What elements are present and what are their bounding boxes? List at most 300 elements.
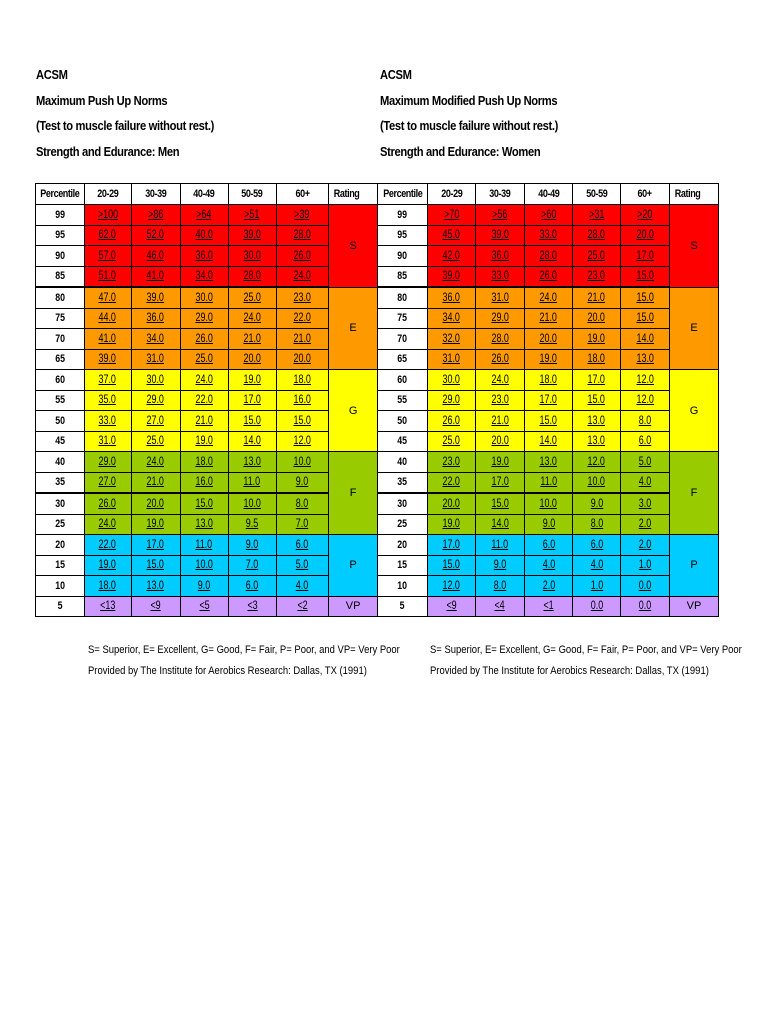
men-norm-value: 18.0 <box>293 373 311 386</box>
women-norm-value-cell <box>621 431 670 452</box>
women-rating-cell: VP <box>670 596 719 617</box>
women-norm-value: 1.0 <box>590 579 603 592</box>
men-percentile-value: 95 <box>54 229 65 242</box>
women-norm-value-cell <box>428 472 476 493</box>
women-table-row <box>378 266 719 287</box>
men-column-header-label: 20-29 <box>97 188 119 200</box>
men-norm-value-cell <box>131 308 180 329</box>
women-rating-cell: E <box>670 287 719 370</box>
men-percentile-value: 90 <box>54 249 65 262</box>
men-percentile-value: 5 <box>57 600 63 613</box>
women-percentile-value: 65 <box>397 353 408 366</box>
men-header <box>36 62 214 164</box>
men-norm-value-cell <box>276 349 328 370</box>
men-table-row <box>36 535 379 556</box>
women-rating-cell: G <box>670 370 719 452</box>
men-percentile-cell <box>36 535 85 556</box>
men-column-header-label: 60+ <box>295 188 310 200</box>
men-norm-value: <2 <box>296 600 308 613</box>
men-norm-value-cell <box>84 308 131 329</box>
men-norm-value: 22.0 <box>98 538 117 551</box>
women-norm-value: 26.0 <box>491 353 509 366</box>
men-norm-value: 26.0 <box>195 332 213 345</box>
men-table-header-row <box>36 184 379 205</box>
men-rating-cell: E <box>328 287 378 370</box>
women-norm-value-cell <box>428 266 476 287</box>
men-norm-value: 18.0 <box>98 579 117 592</box>
women-percentile-cell <box>378 349 428 370</box>
women-column-header <box>378 184 428 205</box>
women-norm-value: 45.0 <box>442 229 461 242</box>
men-norm-value: 46.0 <box>146 249 165 262</box>
men-norm-value-cell <box>131 370 180 391</box>
women-norm-value-cell <box>621 246 670 267</box>
men-norm-value-cell <box>84 431 131 452</box>
women-norm-value-cell <box>476 535 525 556</box>
men-norm-value: 26.0 <box>293 249 311 262</box>
women-norm-value: 20.0 <box>539 332 558 345</box>
men-norm-value: 4.0 <box>295 579 309 592</box>
women-norm-value-cell <box>525 390 573 411</box>
women-percentile-value: 80 <box>397 291 408 304</box>
men-table-row <box>36 225 379 246</box>
men-norm-value: 36.0 <box>195 249 213 262</box>
men-table-row <box>36 246 379 267</box>
women-norm-value: 12.0 <box>636 373 654 386</box>
men-norm-value-cell <box>180 329 228 350</box>
women-norm-value-cell <box>573 205 621 226</box>
women-norm-value: 36.0 <box>442 291 461 304</box>
women-percentile-cell <box>378 246 428 267</box>
women-norm-value: 17.0 <box>539 394 558 407</box>
men-norm-value-cell <box>180 555 228 576</box>
women-norm-value-cell <box>573 431 621 452</box>
women-norm-value: 19.0 <box>442 518 461 531</box>
men-rating-cell: G <box>328 370 378 452</box>
women-norm-value-cell <box>573 390 621 411</box>
men-norm-value-cell <box>228 225 276 246</box>
men-norm-value: >100 <box>97 208 118 221</box>
men-norm-value: >86 <box>147 208 164 221</box>
men-norm-value-cell <box>180 576 228 597</box>
women-norm-value: 17.0 <box>442 538 461 551</box>
women-norm-value-cell <box>621 472 670 493</box>
men-norm-value: 19.0 <box>195 435 213 448</box>
men-norm-value-cell <box>180 349 228 370</box>
women-norm-value: 26.0 <box>442 414 461 427</box>
women-norm-value-cell <box>573 266 621 287</box>
men-table-row <box>36 576 379 597</box>
men-norm-value-cell <box>228 452 276 473</box>
women-percentile-cell <box>378 493 428 514</box>
women-percentile-value: 5 <box>400 600 405 613</box>
men-norm-value: 18.0 <box>195 455 213 468</box>
women-norm-value: 15.0 <box>636 312 654 325</box>
men-percentile-cell <box>36 246 85 267</box>
women-table-row <box>378 390 719 411</box>
men-percentile-cell <box>36 472 85 493</box>
men-norm-value: 20.0 <box>243 353 261 366</box>
men-norm-value-cell <box>276 431 328 452</box>
men-norm-value-cell <box>228 535 276 556</box>
men-norm-value-cell <box>84 246 131 267</box>
women-norm-value: 9.0 <box>493 559 507 572</box>
women-norm-value-cell <box>573 596 621 617</box>
women-percentile-value: 45 <box>397 435 408 448</box>
women-norm-value-cell <box>525 514 573 535</box>
women-norm-value: 28.0 <box>539 249 558 262</box>
men-norms-table <box>35 183 379 617</box>
men-norm-value-cell <box>276 576 328 597</box>
women-norm-value: 18.0 <box>539 373 558 386</box>
women-column-header <box>525 184 573 205</box>
women-norm-value: >20 <box>637 208 653 221</box>
men-norm-value: 41.0 <box>146 270 165 283</box>
women-norm-value: 29.0 <box>491 312 509 325</box>
women-norm-value: 12.0 <box>587 455 606 468</box>
women-norm-value: 15.0 <box>636 270 654 283</box>
men-header-org: ACSM <box>36 67 68 82</box>
women-percentile-cell <box>378 329 428 350</box>
men-percentile-cell <box>36 205 85 226</box>
men-norm-value: 15.0 <box>293 414 311 427</box>
women-norm-value-cell <box>621 266 670 287</box>
women-norm-value-cell <box>476 472 525 493</box>
women-norm-value-cell <box>428 225 476 246</box>
men-percentile-cell <box>36 576 85 597</box>
women-norm-value: 20.0 <box>636 229 654 242</box>
men-header-category: Strength and Edurance: Men <box>36 143 180 159</box>
women-norm-value-cell <box>621 576 670 597</box>
women-norm-value: 23.0 <box>587 270 606 283</box>
men-norm-value: 27.0 <box>98 476 117 489</box>
men-norm-value: 30.0 <box>195 291 213 304</box>
women-norm-value-cell <box>476 514 525 535</box>
men-norm-value: 41.0 <box>98 332 117 345</box>
women-norm-value: 14.0 <box>539 435 558 448</box>
women-header-title: Maximum Modified Push Up Norms <box>380 92 558 108</box>
women-norm-value-cell <box>621 370 670 391</box>
men-norm-value-cell <box>276 308 328 329</box>
men-percentile-value: 75 <box>54 312 65 325</box>
men-norm-value: <5 <box>198 600 210 613</box>
men-norm-value-cell <box>131 576 180 597</box>
women-percentile-value: 25 <box>397 518 408 531</box>
men-table-row <box>36 205 379 226</box>
men-norm-value-cell <box>84 390 131 411</box>
women-column-header-label: Rating <box>674 188 701 200</box>
women-norm-value: 23.0 <box>491 394 509 407</box>
women-percentile-value: 15 <box>397 559 408 572</box>
women-percentile-value: 50 <box>397 414 408 427</box>
women-norms-table <box>377 183 719 617</box>
men-source-note: Provided by The Institute for Aerobics Research: Dallas, TX (1991) <box>88 665 367 677</box>
men-norm-value: 20.0 <box>293 353 311 366</box>
men-norm-value-cell <box>276 390 328 411</box>
women-header-category: Strength and Edurance: Women <box>380 143 541 159</box>
women-norm-value: 15.0 <box>539 414 558 427</box>
men-norm-value-cell <box>180 390 228 411</box>
men-norm-value-cell <box>228 431 276 452</box>
men-percentile-cell <box>36 555 85 576</box>
men-percentile-value: 99 <box>54 208 65 221</box>
women-norm-value: 9.0 <box>542 518 555 531</box>
men-norm-value: 27.0 <box>146 414 165 427</box>
men-norm-value-cell <box>276 452 328 473</box>
women-norm-value-cell <box>476 555 525 576</box>
women-table-row <box>378 596 719 617</box>
men-norm-value-cell <box>131 329 180 350</box>
men-norm-value: 39.0 <box>146 291 165 304</box>
women-norm-value: 19.0 <box>587 332 606 345</box>
women-norm-value: 21.0 <box>587 291 606 304</box>
men-table-row <box>36 431 379 452</box>
women-norm-value: <9 <box>446 600 457 613</box>
women-norm-value: 19.0 <box>539 353 558 366</box>
women-norm-value-cell <box>476 205 525 226</box>
men-norm-value-cell <box>131 411 180 432</box>
women-norm-value-cell <box>476 308 525 329</box>
women-norm-value: 31.0 <box>491 291 509 304</box>
women-table-row <box>378 370 719 391</box>
women-percentile-cell <box>378 535 428 556</box>
women-norm-value: 15.0 <box>442 559 461 572</box>
men-norm-value-cell <box>228 308 276 329</box>
men-norm-value: 30.0 <box>243 249 261 262</box>
men-norm-value-cell <box>180 452 228 473</box>
men-norm-value-cell <box>131 535 180 556</box>
men-norm-value: 12.0 <box>293 435 311 448</box>
men-norm-value: 10.0 <box>195 559 213 572</box>
women-percentile-cell <box>378 370 428 391</box>
women-percentile-value: 55 <box>397 394 408 407</box>
women-norm-value: 2.0 <box>638 538 652 551</box>
men-norm-value: 33.0 <box>98 414 117 427</box>
men-norm-value-cell <box>276 266 328 287</box>
men-norm-value: <3 <box>246 600 258 613</box>
men-column-header <box>276 184 328 205</box>
men-norm-value: 24.0 <box>243 312 261 325</box>
men-norm-value: <13 <box>99 600 116 613</box>
men-norm-value: 8.0 <box>295 497 309 510</box>
men-norm-value-cell <box>84 514 131 535</box>
women-norm-value: 33.0 <box>539 229 558 242</box>
women-norm-value-cell <box>428 390 476 411</box>
women-norm-value-cell <box>476 370 525 391</box>
women-percentile-cell <box>378 308 428 329</box>
women-norm-value: 4.0 <box>542 559 555 572</box>
men-norm-value-cell <box>276 472 328 493</box>
men-norm-value: 11.0 <box>195 538 213 551</box>
men-table-row <box>36 472 379 493</box>
women-percentile-value: 10 <box>397 579 408 592</box>
men-norm-value: 10.0 <box>293 455 311 468</box>
women-norm-value-cell <box>525 493 573 514</box>
women-norm-value: 11.0 <box>540 476 557 489</box>
men-rating-cell: VP <box>328 596 378 617</box>
women-norm-value-cell <box>525 370 573 391</box>
men-norm-value: 47.0 <box>98 291 117 304</box>
women-norm-value: 12.0 <box>636 394 654 407</box>
men-norm-value-cell <box>131 472 180 493</box>
women-norm-value: 10.0 <box>587 476 606 489</box>
women-norm-value: 14.0 <box>491 518 509 531</box>
women-norm-value-cell <box>573 308 621 329</box>
men-norm-value: 22.0 <box>293 312 311 325</box>
women-norm-value-cell <box>525 555 573 576</box>
women-percentile-cell <box>378 390 428 411</box>
men-norm-value: 29.0 <box>98 455 117 468</box>
women-column-header <box>428 184 476 205</box>
women-norm-value-cell <box>428 308 476 329</box>
women-percentile-cell <box>378 225 428 246</box>
men-norm-value-cell <box>228 349 276 370</box>
women-norm-value-cell <box>621 205 670 226</box>
men-norm-value-cell <box>180 308 228 329</box>
men-norm-value: 9.0 <box>245 538 259 551</box>
women-rating-cell: P <box>670 535 719 597</box>
women-norm-value: 24.0 <box>539 291 558 304</box>
men-norm-value: 51.0 <box>98 270 117 283</box>
men-norm-value-cell <box>276 411 328 432</box>
men-table-row <box>36 411 379 432</box>
women-percentile-cell <box>378 431 428 452</box>
women-norm-value: 12.0 <box>442 579 461 592</box>
women-norm-value-cell <box>428 370 476 391</box>
women-norm-value-cell <box>621 555 670 576</box>
men-percentile-value: 80 <box>54 291 65 304</box>
men-table-row <box>36 596 379 617</box>
men-norm-value-cell <box>180 431 228 452</box>
women-norm-value: 5.0 <box>638 455 652 468</box>
men-norm-value: 16.0 <box>195 476 213 489</box>
men-norm-value: >39 <box>294 208 310 221</box>
women-norm-value: 31.0 <box>442 353 461 366</box>
men-norm-value-cell <box>84 205 131 226</box>
women-table-row <box>378 555 719 576</box>
women-percentile-cell <box>378 514 428 535</box>
men-percentile-cell <box>36 370 85 391</box>
men-percentile-cell <box>36 390 85 411</box>
men-column-header <box>180 184 228 205</box>
women-norm-value-cell <box>525 472 573 493</box>
men-norm-value: 29.0 <box>146 394 165 407</box>
men-percentile-value: 30 <box>54 497 65 510</box>
men-column-header-label: 40-49 <box>193 188 215 200</box>
women-percentile-cell <box>378 555 428 576</box>
men-table-row <box>36 514 379 535</box>
men-percentile-value: 45 <box>54 435 65 448</box>
women-table-row <box>378 246 719 267</box>
men-norm-value: 35.0 <box>98 394 117 407</box>
men-norm-value: 28.0 <box>293 229 311 242</box>
women-norm-value-cell <box>573 329 621 350</box>
women-norm-value-cell <box>525 246 573 267</box>
men-table-row <box>36 308 379 329</box>
men-table-row <box>36 390 379 411</box>
women-norm-value-cell <box>621 349 670 370</box>
men-percentile-value: 10 <box>54 579 65 592</box>
men-norm-value-cell <box>180 472 228 493</box>
men-norm-value-cell <box>276 329 328 350</box>
women-norm-value-cell <box>476 349 525 370</box>
men-percentile-cell <box>36 225 85 246</box>
men-percentile-value: 25 <box>54 518 65 531</box>
men-norm-value-cell <box>228 329 276 350</box>
men-percentile-value: 15 <box>54 559 65 572</box>
men-column-header <box>131 184 180 205</box>
men-norm-value: 7.0 <box>245 559 259 572</box>
women-percentile-value: 30 <box>397 497 408 510</box>
men-percentile-value: 65 <box>54 353 65 366</box>
men-norm-value-cell <box>228 472 276 493</box>
women-norm-value-cell <box>428 287 476 308</box>
women-norm-value: 13.0 <box>587 435 606 448</box>
men-norm-value-cell <box>131 225 180 246</box>
women-norm-value-cell <box>428 431 476 452</box>
men-norm-value: 7.0 <box>295 518 309 531</box>
women-norm-value: >31 <box>588 208 605 221</box>
women-norm-value-cell <box>621 411 670 432</box>
men-norm-value: 14.0 <box>243 435 261 448</box>
men-column-header-label: Rating <box>333 188 360 200</box>
women-table-row <box>378 514 719 535</box>
women-norm-value-cell <box>428 555 476 576</box>
women-norm-value-cell <box>573 535 621 556</box>
women-percentile-cell <box>378 596 428 617</box>
women-column-header-label: 60+ <box>637 188 653 200</box>
women-percentile-cell <box>378 287 428 308</box>
men-norm-value-cell <box>180 370 228 391</box>
men-norm-value-cell <box>84 370 131 391</box>
men-percentile-value: 60 <box>54 373 65 386</box>
men-norm-value: 21.0 <box>195 414 213 427</box>
women-norm-value-cell <box>428 493 476 514</box>
women-percentile-value: 35 <box>397 476 408 489</box>
men-column-header <box>36 184 85 205</box>
women-norm-value-cell <box>525 576 573 597</box>
women-source-note: Provided by The Institute for Aerobics Research: Dallas, TX (1991) <box>430 665 709 677</box>
men-norm-value: 10.0 <box>243 497 261 510</box>
women-norm-value: 6.0 <box>590 538 603 551</box>
women-norm-value: 8.0 <box>590 518 603 531</box>
men-norm-value: 15.0 <box>146 559 165 572</box>
women-norm-value: 22.0 <box>442 476 461 489</box>
women-norm-value-cell <box>621 596 670 617</box>
women-column-header-label: 30-39 <box>489 188 511 200</box>
women-table-row <box>378 535 719 556</box>
men-norm-value: 15.0 <box>243 414 261 427</box>
women-norm-value: 20.0 <box>491 435 509 448</box>
women-norm-value: 11.0 <box>491 538 509 551</box>
women-norm-value-cell <box>476 493 525 514</box>
men-norm-value-cell <box>131 596 180 617</box>
men-norm-value: 31.0 <box>98 435 117 448</box>
women-norm-value-cell <box>525 266 573 287</box>
men-table-row <box>36 452 379 473</box>
men-norm-value: >51 <box>244 208 260 221</box>
men-norm-value: 5.0 <box>295 559 309 572</box>
women-norm-value: 39.0 <box>442 270 461 283</box>
men-column-header <box>328 184 378 205</box>
men-norm-value: 21.0 <box>146 476 165 489</box>
men-percentile-cell <box>36 431 85 452</box>
women-norm-value-cell <box>476 225 525 246</box>
women-table-row <box>378 349 719 370</box>
men-norm-value-cell <box>131 390 180 411</box>
men-norm-value-cell <box>276 555 328 576</box>
women-norm-value-cell <box>476 390 525 411</box>
